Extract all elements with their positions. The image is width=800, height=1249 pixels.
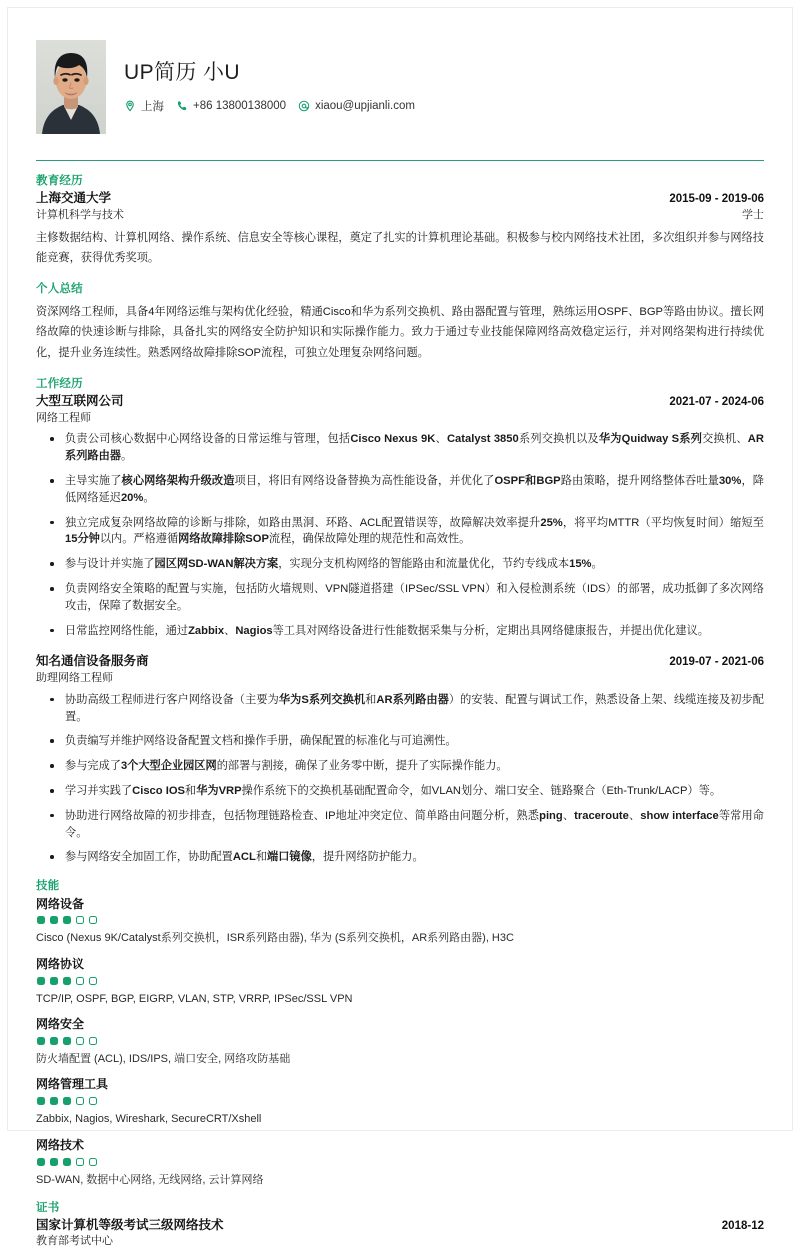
skill-dot-filled (63, 1097, 71, 1105)
skill-dot-empty (89, 1158, 97, 1166)
skill-dot-filled (37, 1158, 45, 1166)
skill-items: SD-WAN, 数据中心网络, 无线网络, 云计算网络 (36, 1173, 264, 1186)
identity-block (124, 60, 772, 113)
section-title-certificates: 证书 (36, 1202, 60, 1214)
certificate-head (36, 1217, 764, 1234)
education-entry-sub (36, 208, 764, 223)
skill-dot-filled (63, 1037, 71, 1045)
work-bullet-item: 日常监控网络性能，通过Zabbix、Nagios等工具对网络设备进行性能数据采集与分析，定期出具网络健康报告，并提出优化建议。 (36, 623, 764, 640)
section-summary (28, 282, 772, 364)
skill-items: TCP/IP, OSPF, BGP, EIGRP, VLAN, STP, VRRP, IPSec/SSL VPN (36, 992, 353, 1005)
skill-dot-empty (76, 977, 84, 985)
section-title-education: 教育经历 (36, 175, 83, 187)
skill-dot-empty (89, 916, 97, 924)
contact-location-text: 上海 (141, 100, 164, 113)
skill-dot-filled (63, 977, 71, 985)
work-bullets (36, 431, 764, 639)
skill-dot-empty (76, 1097, 84, 1105)
skill-level-dots (37, 1037, 764, 1045)
skill-dot-empty (76, 1037, 84, 1045)
summary-text: 资深网络工程师，具备4年网络运维与架构优化经验，精通Cisco和华为系列交换机、路由器配置与管理，熟练运用OSPF、BGP等路由协议。擅长网络故障的快速诊断与排除，具备扎实的网络安全防护知识和实际操作能力。致力于通过专业技能保障网络高效稳定运行，并对网络架构进行持续优化，提升业务连续性。熟悉网络故障排除SOP流程，可独立处理复杂网络问题。 (36, 305, 764, 359)
skill-name: 网络技术 (36, 1137, 85, 1152)
skill-name: 网络协议 (36, 956, 85, 971)
skill-dot-empty (76, 916, 84, 924)
skill-dot-filled (37, 916, 45, 924)
skill-block (36, 1076, 764, 1127)
skill-items: Cisco (Nexus 9K/Catalyst系列交换机，ISR系列路由器), 华为 (S系列交换机，AR系列路由器), H3C (36, 932, 514, 945)
section-title-summary: 个人总结 (36, 283, 83, 296)
skill-dot-filled (50, 1158, 58, 1166)
work-company: 知名通信设备服务商 (36, 654, 149, 669)
skill-dot-empty (89, 1097, 97, 1105)
education-school: 上海交通大学 (36, 191, 112, 206)
work-bullet-item: 学习并实践了Cisco IOS和华为VRP操作系统下的交换机基础配置命令，如VLAN划分、端口安全、链路聚合（Eth-Trunk/LACP）等。 (36, 783, 764, 800)
skill-dot-filled (63, 916, 71, 924)
section-work (28, 377, 772, 866)
skill-dot-empty (89, 977, 97, 985)
phone-icon (176, 100, 188, 112)
skill-dot-empty (89, 1037, 97, 1045)
header-divider (36, 160, 764, 161)
work-bullet-item: 独立完成复杂网络故障的诊断与排除，如路由黑洞、环路、ACL配置错误等，故障解决效率提升25%，将平均MTTR（平均恢复时间）缩短至15分钟以内。严格遵循网络故障排除SOP流程，确保故障处理的规范性和高效性。 (36, 515, 764, 549)
skill-dot-empty (76, 1158, 84, 1166)
work-bullet-item: 主导实施了核心网络架构升级改造项目，将旧有网络设备替换为高性能设备，并优化了OSPF和BGP路由策略，提升网络整体吞吐量30%，降低网络延迟20%。 (36, 473, 764, 507)
skill-dot-filled (50, 1037, 58, 1045)
work-role: 网络工程师 (36, 411, 91, 424)
education-description: 主修数据结构、计算机网络、操作系统、信息安全等核心课程，奠定了扎实的计算机理论基础。积极参与校内网络技术社团，多次组织并参与网络技能竞赛，获得优秀奖项。 (36, 231, 764, 265)
section-certificates (28, 1201, 772, 1249)
skill-level-dots (37, 916, 764, 924)
skill-level-dots (37, 1158, 764, 1166)
resume-header (28, 8, 772, 134)
work-job-head (36, 393, 764, 411)
contact-phone-text: +86 13800138000 (193, 99, 287, 112)
contact-location (124, 98, 164, 114)
skill-dot-filled (63, 1158, 71, 1166)
contact-phone (176, 100, 286, 112)
skill-items: Zabbix, Nagios, Wireshark, SecureCRT/Xshell (36, 1113, 262, 1126)
section-education (28, 174, 772, 269)
work-bullet-item: 参与设计并实施了园区网SD-WAN解决方案，实现分支机构网络的智能路由和流量优化，节约专线成本15%。 (36, 556, 764, 573)
work-bullet-item: 参与网络安全加固工作，协助配置ACL和端口镜像，提升网络防护能力。 (36, 849, 764, 866)
work-bullet-item: 参与完成了3个大型企业园区网的部署与割接，确保了业务零中断，提升了实际操作能力。 (36, 758, 764, 775)
section-skills (28, 879, 772, 1188)
skill-block (36, 1137, 764, 1188)
certificate-name: 国家计算机等级考试三级网络技术 (36, 1218, 224, 1233)
education-major: 计算机科学与技术 (36, 208, 124, 221)
skill-level-dots (37, 977, 764, 985)
skill-name: 网络管理工具 (36, 1077, 109, 1092)
work-job-head (36, 653, 764, 671)
skill-items: 防火墙配置 (ACL), IDS/IPS, 端口安全, 网络攻防基础 (36, 1052, 291, 1065)
work-job (36, 653, 764, 866)
contact-email (298, 100, 415, 112)
avatar (36, 40, 106, 134)
skill-name: 网络安全 (36, 1017, 85, 1032)
education-degree: 学士 (742, 208, 764, 221)
education-entry-head (36, 190, 764, 208)
skill-dot-filled (50, 916, 58, 924)
work-bullet-item: 协助进行网络故障的初步排查，包括物理链路检查、IP地址冲突定位、简单路由问题分析，熟悉ping、traceroute、show interface等常用命令。 (36, 808, 764, 842)
work-date: 2021-07 - 2024-06 (669, 396, 764, 409)
resume-sheet (8, 8, 792, 1248)
work-bullets (36, 692, 764, 866)
skill-name: 网络设备 (36, 896, 85, 911)
skill-dot-filled (37, 977, 45, 985)
work-bullet-item: 协助高级工程师进行客户网络设备（主要为华为S系列交换机和AR系列路由器）的安装、配置与调试工作，熟悉设备上架、线缆连接及初步配置。 (36, 692, 764, 726)
contact-row (124, 98, 772, 114)
work-job (36, 393, 764, 639)
section-title-skills: 技能 (36, 880, 60, 893)
certificate-issuer: 教育部考试中心 (36, 1235, 113, 1248)
skill-block (36, 1016, 764, 1067)
work-bullet-item: 负责编写并维护网络设备配置文档和操作手册，确保配置的标准化与可追溯性。 (36, 733, 764, 750)
work-jobs-list (36, 393, 764, 866)
skill-dot-filled (37, 1097, 45, 1105)
certificates-list (36, 1217, 764, 1249)
skill-groups-list (36, 896, 764, 1188)
certificate-date: 2018-12 (721, 1220, 764, 1233)
contact-email-text: xiaou@upjianli.com (315, 99, 415, 112)
skill-dot-filled (50, 1097, 58, 1105)
skill-block (36, 896, 764, 947)
section-title-work: 工作经历 (36, 377, 83, 390)
skill-dot-filled (50, 977, 58, 985)
education-date: 2015-09 - 2019-06 (669, 193, 764, 206)
skill-dot-filled (37, 1037, 45, 1045)
work-company: 大型互联网公司 (36, 394, 124, 409)
skill-level-dots (37, 1097, 764, 1105)
work-bullet-item: 负责公司核心数据中心网络设备的日常运维与管理，包括Cisco Nexus 9K、Catalyst 3850系列交换机以及华为Quidway S系列交换机、AR系列路由器。 (36, 431, 764, 465)
certificate-item (36, 1217, 764, 1249)
work-bullet-item: 负责网络安全策略的配置与实施，包括防火墙规则、VPN隧道搭建（IPSec/SSL VPN）和入侵检测系统（IDS）的部署，成功抵御了多次网络攻击，保障了数据安全。 (36, 581, 764, 615)
work-date: 2019-07 - 2021-06 (669, 656, 764, 669)
page-title: UP简历 小U (124, 61, 240, 85)
email-icon (298, 100, 310, 112)
work-role: 助理网络工程师 (36, 671, 113, 684)
skill-block (36, 956, 764, 1007)
location-pin-icon (124, 100, 136, 112)
